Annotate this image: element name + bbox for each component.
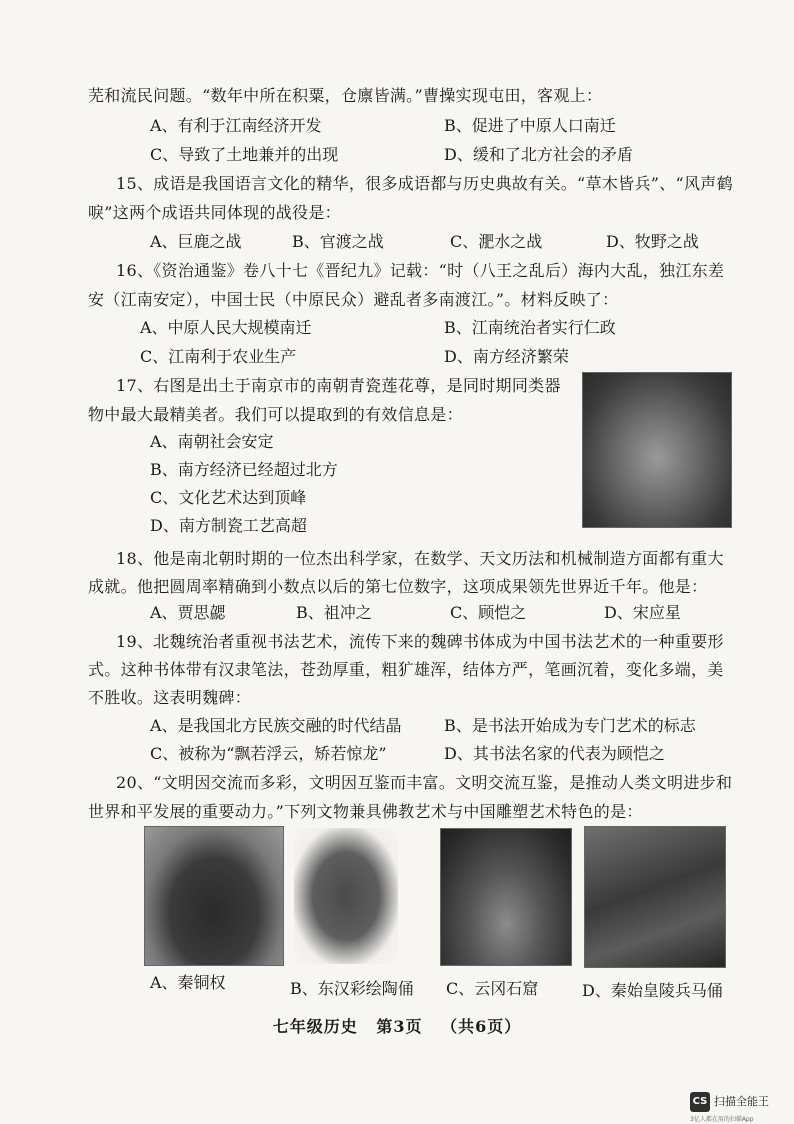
q20-stem-line2: 世界和平发展的重要动力。”下列文物兼具佛教艺术与中国雕塑艺术特色的是： [88, 802, 643, 821]
q14-stem-tail: 芜和流民问题。“数年中所在积粟，仓廪皆满。”曹操实现屯田，客观上： [88, 86, 603, 105]
q17-option-c: C、文化艺术达到顶峰 [150, 488, 307, 507]
q16-option-a: A、中原人民大规模南迁 [140, 318, 312, 337]
terracotta-army-image [584, 826, 726, 968]
q17-stem-line1: 17、右图是出土于南京市的南朝青瓷莲花尊，是同时期同类器 [116, 376, 561, 395]
q20-caption-c: C、云冈石窟 [446, 979, 539, 998]
q16-option-b: B、江南统治者实行仁政 [444, 318, 616, 337]
q15-stem-line1: 15、成语是我国语言文化的精华，很多成语都与历史典故有关。“草木皆兵”、“风声鹤 [116, 174, 733, 193]
q15-option-b: B、官渡之战 [292, 232, 384, 251]
footer-total: （共6页） [441, 1017, 522, 1036]
q15-option-a: A、巨鹿之战 [150, 232, 242, 251]
q19-stem-line3: 不胜收。这表明魏碑： [88, 688, 252, 707]
q18-stem-line1: 18、他是南北朝时期的一位杰出科学家，在数学、天文历法和机械制造方面都有重大 [116, 549, 724, 568]
footer-page: 第3页 [376, 1017, 423, 1036]
q18-option-d: D、宋应星 [604, 603, 681, 622]
footer-subject: 七年级历史 [272, 1017, 358, 1036]
q14-option-a: A、有利于江南经济开发 [150, 116, 322, 135]
q15-option-c: C、淝水之战 [450, 232, 543, 251]
q19-stem-line2: 式。这种书体带有汉隶笔法，苍劲厚重，粗犷雄浑，结体方严，笔画沉着，变化多端，美 [88, 660, 724, 679]
q20-stem-line1: 20、“文明因交流而多彩，文明因互鉴而丰富。文明交流互鉴，是推动人类文明进步和 [116, 773, 733, 792]
camscanner-watermark [690, 1092, 786, 1123]
page-footer [0, 1014, 794, 1037]
q17-option-a: A、南朝社会安定 [150, 432, 274, 451]
q15-option-d: D、牧野之战 [606, 232, 699, 251]
q19-option-a: A、是我国北方民族交融的时代结晶 [150, 716, 402, 735]
q16-option-c: C、江南利于农业生产 [140, 347, 297, 366]
han-pottery-figurine-image [294, 828, 398, 964]
q19-stem-line1: 19、北魏统治者重视书法艺术，流传下来的魏碑书体成为中国书法艺术的一种重要形 [116, 632, 724, 651]
q16-stem-line2: 安（江南安定），中国士民（中原民众）避乱者多南渡江。”。材料反映了： [88, 290, 619, 309]
camscanner-name: 扫描全能王 [714, 1095, 769, 1108]
q17-option-d: D、南方制瓷工艺高超 [150, 516, 307, 535]
q20-caption-b: B、东汉彩绘陶俑 [290, 979, 414, 998]
q17-option-b: B、南方经济已经超过北方 [150, 460, 338, 479]
q19-option-c: C、被称为“飘若浮云，矫若惊龙” [150, 744, 387, 763]
q17-stem-line2: 物中最大最精美者。我们可以提取到的有效信息是： [88, 405, 463, 424]
camscanner-logo-icon: CS [690, 1092, 710, 1112]
q19-option-d: D、其书法名家的代表为顾恺之 [444, 744, 665, 763]
q20-caption-a: A、秦铜权 [150, 973, 226, 992]
q18-stem-line2: 成就。他把圆周率精确到小数点以后的第七位数字，这项成果领先世界近千年。他是： [88, 577, 708, 596]
q14-option-d: D、缓和了北方社会的矛盾 [444, 145, 633, 164]
q18-option-a: A、贾思勰 [150, 603, 226, 622]
q14-option-c: C、导致了土地兼并的出现 [150, 145, 339, 164]
q18-option-c: C、顾恺之 [450, 603, 527, 622]
q16-option-d: D、南方经济繁荣 [444, 347, 569, 366]
camscanner-tagline: 3亿人都在用的扫描App [690, 1116, 754, 1123]
q19-option-b: B、是书法开始成为专门艺术的标志 [444, 716, 696, 735]
q15-stem-line2: 唳”这两个成语共同体现的战役是： [88, 203, 341, 222]
q16-stem-line1: 16、《资治通鉴》卷八十七《晋纪九》记载：“时（八王之乱后）海内大乱，独江东差 [116, 261, 725, 280]
lotus-zun-vase-image [582, 372, 732, 528]
q20-caption-d: D、秦始皇陵兵马俑 [582, 981, 723, 1000]
yungang-grottoes-image [440, 828, 572, 966]
qin-bronze-weight-image [144, 826, 284, 966]
q18-option-b: B、祖冲之 [296, 603, 372, 622]
q14-option-b: B、促进了中原人口南迁 [444, 116, 616, 135]
